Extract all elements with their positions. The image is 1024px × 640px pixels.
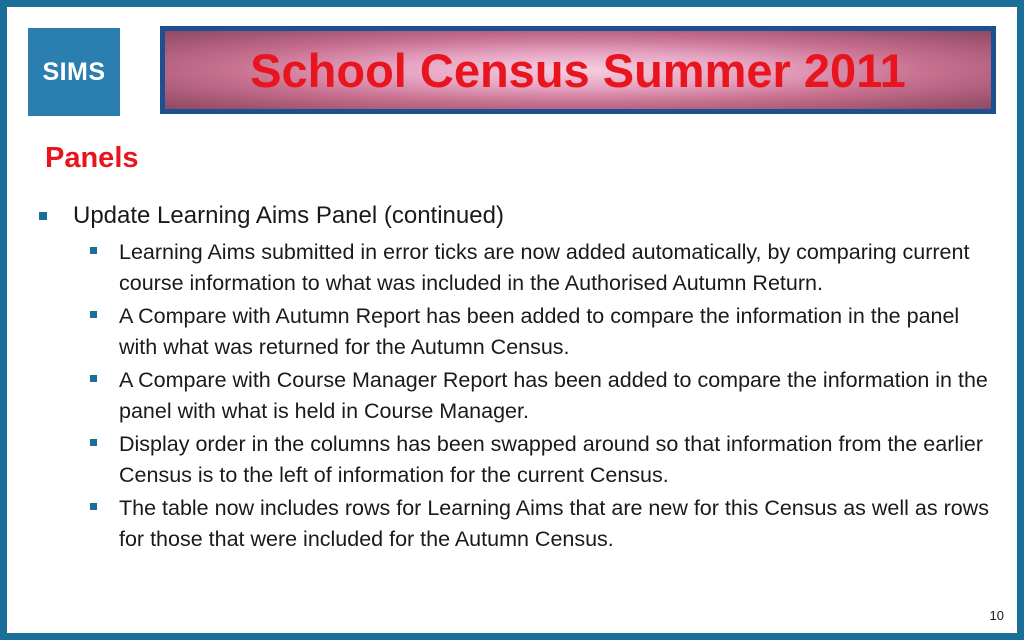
bullet-item	[37, 365, 997, 427]
bullet-item	[37, 429, 997, 491]
bullet-level1	[37, 201, 997, 231]
square-bullet-icon	[90, 375, 97, 382]
bullet-item-text: The table now includes rows for Learning Aims that are new for this Census as well as rows for those that were included for the Autumn Census.	[119, 496, 989, 551]
bullet-item-text: A Compare with Autumn Report has been added to compare the information in the panel with what was returned for the Autumn Census.	[119, 304, 960, 359]
square-bullet-icon	[90, 311, 97, 318]
bullet-item-text: Display order in the columns has been swapped around so that information from the earlier Census is to the left of information for the current Census.	[119, 432, 984, 487]
square-bullet-icon	[90, 503, 97, 510]
bullet-item-text: A Compare with Course Manager Report has been added to compare the information in the panel with what is held in Course Manager.	[119, 368, 988, 423]
bullet-level1-text: Update Learning Aims Panel (continued)	[73, 202, 504, 229]
bullet-item	[37, 301, 997, 363]
square-bullet-icon	[90, 247, 97, 254]
bullet-item	[37, 237, 997, 299]
logo-text: SIMS	[42, 57, 106, 86]
slide-title: School Census Summer 2011	[250, 43, 906, 97]
bullet-list	[37, 201, 997, 557]
square-bullet-icon	[39, 212, 47, 220]
bullet-item	[37, 493, 997, 555]
title-banner	[160, 26, 996, 114]
bullet-item-text: Learning Aims submitted in error ticks are now added automatically, by comparing current course information to what was included in the Authorised Autumn Return.	[119, 240, 970, 295]
page-number: 10	[989, 608, 1004, 623]
square-bullet-icon	[90, 439, 97, 446]
section-heading: Panels	[45, 142, 139, 174]
sims-logo	[28, 28, 120, 116]
